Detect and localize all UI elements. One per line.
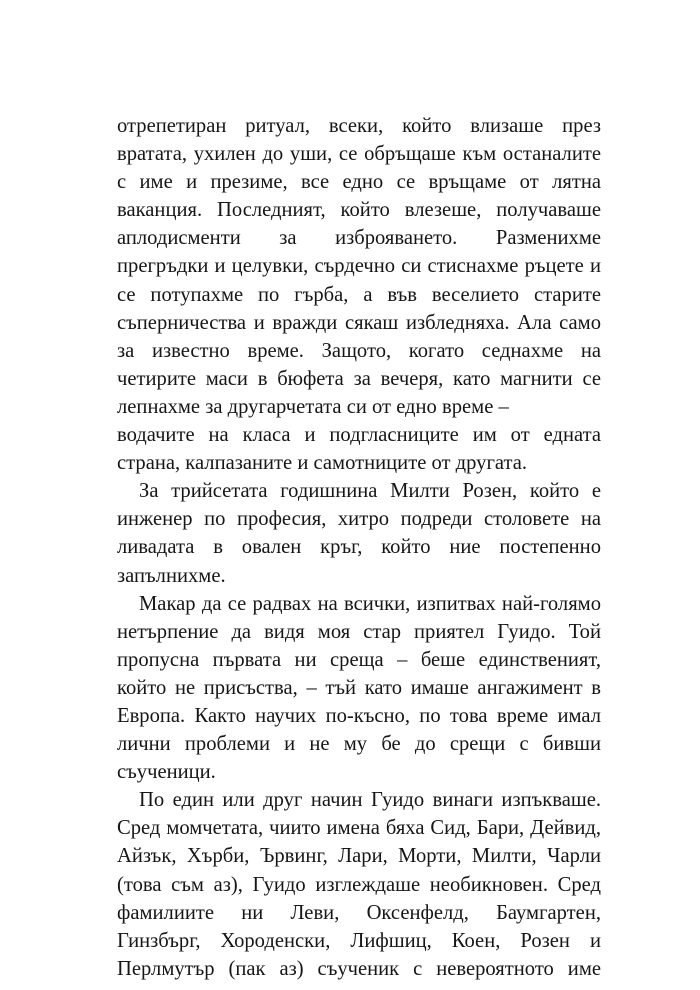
text-line: За трийсетата годишнина Милти Розен, който е xyxy=(139,480,601,503)
text-line: съученици. xyxy=(117,761,216,784)
document-page xyxy=(117,112,601,983)
text-line: лични проблеми и не му бе до срещи с бивши xyxy=(117,733,601,756)
text-line: се потупахме по гърба, а във веселието старите xyxy=(117,283,601,306)
text-line: лепнахме за другарчетата си от едно време – xyxy=(117,395,509,418)
text-line: Перлмутър (пак аз) съученик с невероятното име xyxy=(117,957,601,980)
text-line: аплодисменти за изброяването. Разменихме xyxy=(117,227,601,250)
text-line: за известно време. Защото, когато седнахме на xyxy=(117,339,601,362)
text-line: инженер по професия, хитро подреди столовете на xyxy=(117,508,601,531)
text-line: четирите маси в бюфета за вечеря, като магнити се xyxy=(117,367,601,390)
text-line: фамилиите ни Леви, Оксенфелд, Баумгартен, xyxy=(117,901,601,924)
text-line: По един или друг начин Гуидо винаги изпъкваше. xyxy=(139,789,601,812)
text-line: Сред момчетата, чиито имена бяха Сид, Бари, Дейвид, xyxy=(117,817,601,840)
text-line: страна, калпазаните и самотниците от другата. xyxy=(117,452,528,475)
text-line: водачите на класа и подгласниците им от едната xyxy=(117,424,601,447)
text-line: ваканция. Последният, който влезеше, получаваше xyxy=(117,199,601,222)
text-line: Европа. Както научих по-късно, по това време имал xyxy=(117,704,601,727)
text-line: Макар да се радвах на всички, изпитвах най-голямо xyxy=(139,592,601,615)
text-line: запълнихме. xyxy=(117,564,226,587)
text-line: (това съм аз), Гуидо изглеждаше необикновен. Сред xyxy=(117,873,601,896)
text-line: с име и презиме, все едно се връщаме от лятна xyxy=(117,171,601,194)
text-line: Айзък, Хърби, Ървинг, Лари, Морти, Милти, Чарли xyxy=(117,845,601,868)
text-line: вратата, ухилен до уши, се обръщаше към останалите xyxy=(117,143,601,166)
text-line: Гинзбърг, Хороденски, Лифшиц, Коен, Розен и xyxy=(117,929,601,952)
text-line: съперничества и вражди сякаш избледняха. Ала само xyxy=(117,311,601,334)
text-line: ливадата в овален кръг, който ние постепенно xyxy=(117,536,601,559)
text-line: който не присъства, – тъй като имаше ангажимент в xyxy=(117,676,601,699)
text-line: отрепетиран ритуал, всеки, който влизаше през xyxy=(117,115,601,137)
text-line: пропусна първата ни среща – беше единственият, xyxy=(117,648,601,671)
text-line: прегръдки и целувки, сърдечно си стиснахме ръцете и xyxy=(117,255,601,278)
text-line: нетърпение да видя моя стар приятел Гуидо. Той xyxy=(117,620,601,643)
